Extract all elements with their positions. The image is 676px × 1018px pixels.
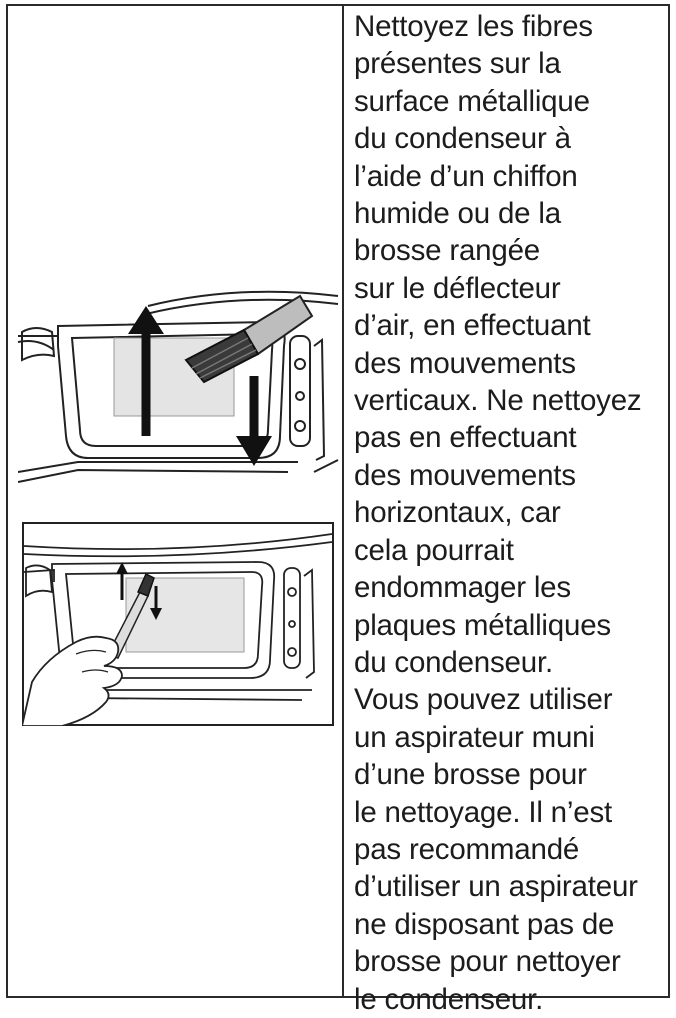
hand-brush-condenser-icon [22,522,334,726]
instruction-line: Vous pouvez utiliser [354,683,613,717]
column-divider [342,6,344,996]
instruction-line: d’air, en effectuant [354,309,591,343]
instruction-line: du condenseur. [354,645,553,679]
instruction-line: du condenseur à [354,122,571,156]
instruction-line: humide ou de la [354,197,561,231]
instruction-line: plaques métalliques [354,608,611,642]
instruction-line: Nettoyez les fibres [354,10,593,43]
instruction-line: des mouvements [354,458,576,492]
instruction-line: sur le déflecteur [354,271,561,305]
instruction-line: surface métallique [354,84,590,118]
instruction-line: pas recommandé [354,832,580,866]
instruction-line: d’une brosse pour [354,758,587,792]
instruction-line: pas en effectuant [354,421,577,455]
instruction-line: brosse rangée [354,234,540,268]
instruction-table [6,4,670,1016]
instruction-line: ne disposant pas de [354,907,615,941]
instruction-text [354,8,670,1018]
instruction-line: cela pourrait [354,533,514,567]
instruction-line: des mouvements [354,346,576,380]
instruction-line: horizontaux, car [354,496,561,530]
instruction-line: le nettoyage. Il n’est [354,795,612,829]
instruction-line: verticaux. Ne nettoyez [354,384,642,418]
brush-cleaning-condenser-icon [18,276,340,496]
instruction-line: le condenseur. [354,982,544,1016]
instruction-line: d’utiliser un aspirateur [354,870,638,904]
instruction-line: présentes sur la [354,47,561,81]
instruction-line: brosse pour nettoyer [354,945,621,979]
instruction-line: un aspirateur muni [354,720,595,754]
instruction-line: endommager les [354,571,571,605]
instruction-line: l’aide d’un chiffon [354,159,578,193]
